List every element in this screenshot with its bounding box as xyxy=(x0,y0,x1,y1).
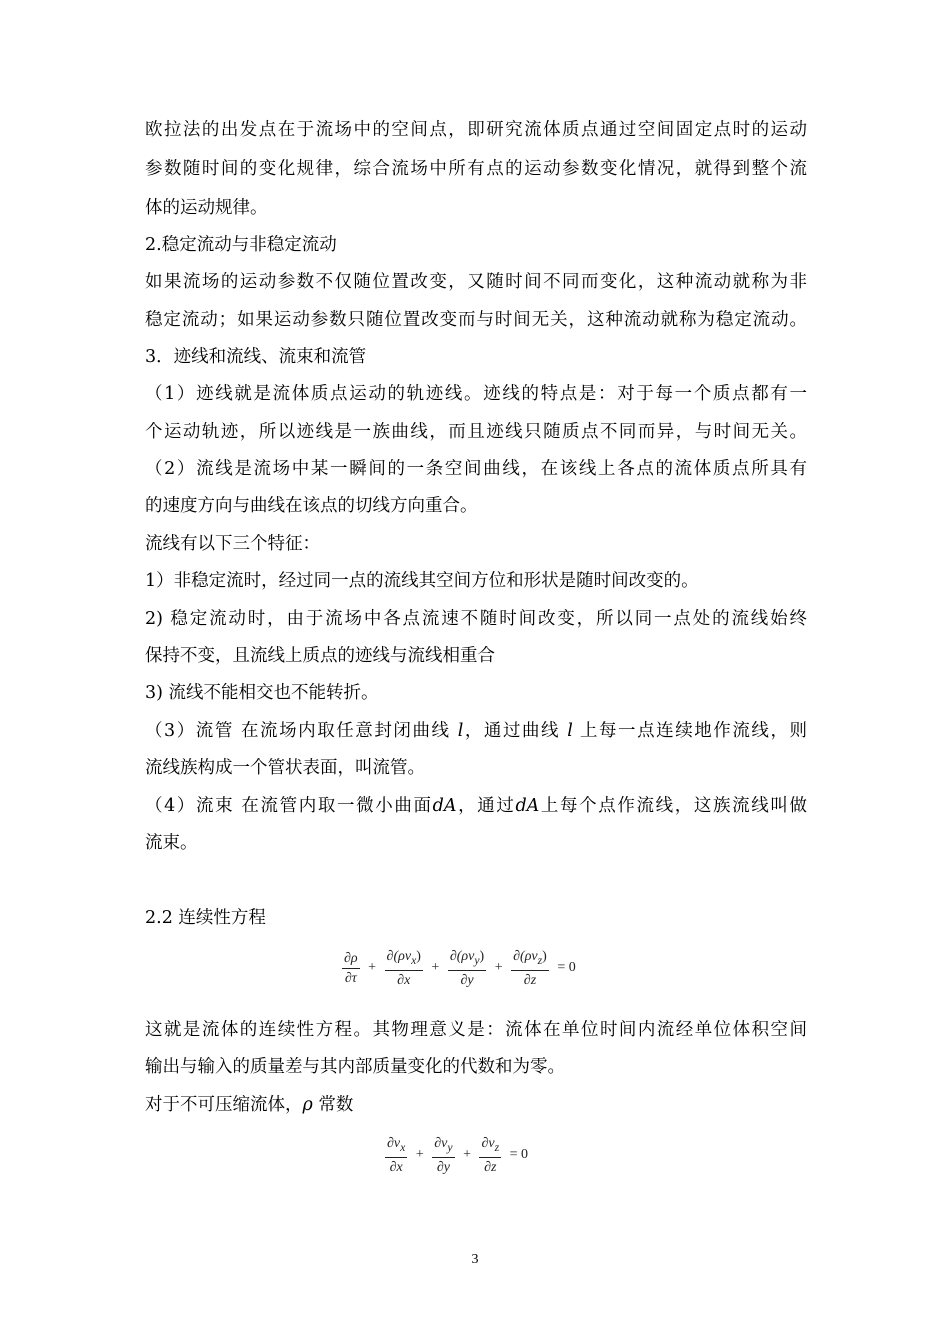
stream-bundle-text-c: 上每个点作流线，这族流线叫做 xyxy=(539,796,808,816)
stream-tube-text-b: ，通过曲线 xyxy=(463,721,568,741)
eq1-term-4: $\frac{\partial(\rho v_z)}{\partial z}$ xyxy=(513,949,547,988)
incompressible-continuity-equation xyxy=(383,1135,531,1176)
paragraph-steady-line-2: 稳定流动；如果运动参数只随位置改变而与时间无关，这种流动就称为稳定流动。 xyxy=(145,310,807,330)
paragraph-euler-line-2: 参数随时间的变化规律，综合流场中所有点的运动参数变化情况，就得到整个流 xyxy=(145,159,807,179)
paragraph-steady-line-1: 如果流场的运动参数不仅随位置改变，又随时间不同而变化，这种流动就称为非 xyxy=(145,272,807,292)
incompressible-text-a: 对于不可压缩流体， xyxy=(145,1095,303,1115)
eq2-plus-2: + xyxy=(463,1147,471,1163)
stream-tube-text-a: （3）流管 在流场内取任意封闭曲线 xyxy=(145,721,458,741)
feature-1: 1）非稳定流时，经过同一点的流线其空间方位和形状是随时间改变的。 xyxy=(145,571,699,591)
eq1-plus-1: + xyxy=(368,960,377,976)
heading-continuity-equation: 2.2 连续性方程 xyxy=(145,908,266,928)
area-variable-dA: dA xyxy=(432,796,457,816)
paragraph-stream-tube-line-2: 流线族构成一个管状表面，叫流管。 xyxy=(145,758,425,778)
paragraph-euler-line-1: 欧拉法的出发点在于流场中的空间点，即研究流体质点通过空间固定点时的运动 xyxy=(145,120,807,140)
eq1-term-3: $\frac{\partial(\rho v_y)}{\partial y}$ xyxy=(449,949,485,988)
continuity-equation xyxy=(340,948,579,989)
area-variable-dA-2: dA xyxy=(515,796,540,816)
paragraph-euler-line-3: 体的运动规律。 xyxy=(145,198,268,218)
curve-variable-l: l xyxy=(457,721,464,741)
eq2-term-2: $\frac{\partial v_y}{\partial y}$ xyxy=(434,1136,453,1175)
paragraph-streamline-line-1: （2）流线是流场中某一瞬间的一条空间曲线，在该线上各点的流体质点所具有 xyxy=(145,459,807,479)
paragraph-streamline-line-2: 的速度方向与曲线在该点的切线方向重合。 xyxy=(145,496,478,516)
stream-tube-text-c: 上每一点连续地作流线，则 xyxy=(572,721,808,741)
eq1-plus-2: + xyxy=(431,960,440,976)
eq2-term-1: $\frac{\partial v_x}{\partial x}$ xyxy=(387,1136,406,1175)
feature-3: 3) 流线不能相交也不能转折。 xyxy=(145,683,379,703)
eq1-equals-zero: = 0 xyxy=(557,960,576,976)
paragraph-stream-bundle-line-2: 流束。 xyxy=(145,833,198,853)
eq1-plus-3: + xyxy=(494,960,503,976)
paragraph-continuity-meaning-line-1: 这就是流体的连续性方程。其物理意义是：流体在单位时间内流经单位体积空间 xyxy=(145,1020,807,1040)
page-number: 3 xyxy=(471,1252,479,1267)
feature-2-line-1: 2) 稳定流动时，由于流场中各点流速不随时间改变，所以同一点处的流线始终 xyxy=(145,609,807,629)
paragraph-incompressible xyxy=(145,1093,353,1117)
stream-bundle-text-a: （4）流束 在流管内取一微小曲面 xyxy=(145,796,433,816)
eq2-plus-1: + xyxy=(415,1147,424,1163)
paragraph-three-features: 流线有以下三个特征： xyxy=(145,534,320,554)
eq1-term-1: $\frac{\partial\rho}{\partial\tau}$ xyxy=(344,950,358,986)
paragraph-stream-tube-line-1 xyxy=(145,719,807,743)
eq2-term-3: $\frac{\partial v_z}{\partial z}$ xyxy=(481,1136,500,1175)
paragraph-pathline-line-2: 个运动轨迹，所以迹线是一族曲线，而且迹线只随质点不同而异，与时间无关。 xyxy=(145,422,807,442)
paragraph-pathline-line-1: （1）迹线就是流体质点运动的轨迹线。迹线的特点是：对于每一个质点都有一 xyxy=(145,384,807,404)
paragraph-stream-bundle-line-1 xyxy=(145,794,807,818)
curve-variable-l-2: l xyxy=(567,721,573,741)
feature-2-line-2: 保持不变，且流线上质点的迹线与流线相重合 xyxy=(145,646,495,666)
density-symbol: ρ xyxy=(302,1095,313,1115)
paragraph-continuity-meaning-line-2: 输出与输入的质量差与其内部质量变化的代数和为零。 xyxy=(145,1057,565,1077)
heading-pathlines-streamlines: 3．迹线和流线、流束和流管 xyxy=(145,347,367,367)
incompressible-text-b: 常数 xyxy=(312,1095,354,1115)
heading-steady-flow: 2.稳定流动与非稳定流动 xyxy=(145,235,337,255)
stream-bundle-text-b: ，通过 xyxy=(456,796,516,816)
eq2-equals-zero: = 0 xyxy=(509,1147,529,1163)
eq1-term-2: $\frac{\partial(\rho v_x)}{\partial x}$ xyxy=(386,949,421,988)
